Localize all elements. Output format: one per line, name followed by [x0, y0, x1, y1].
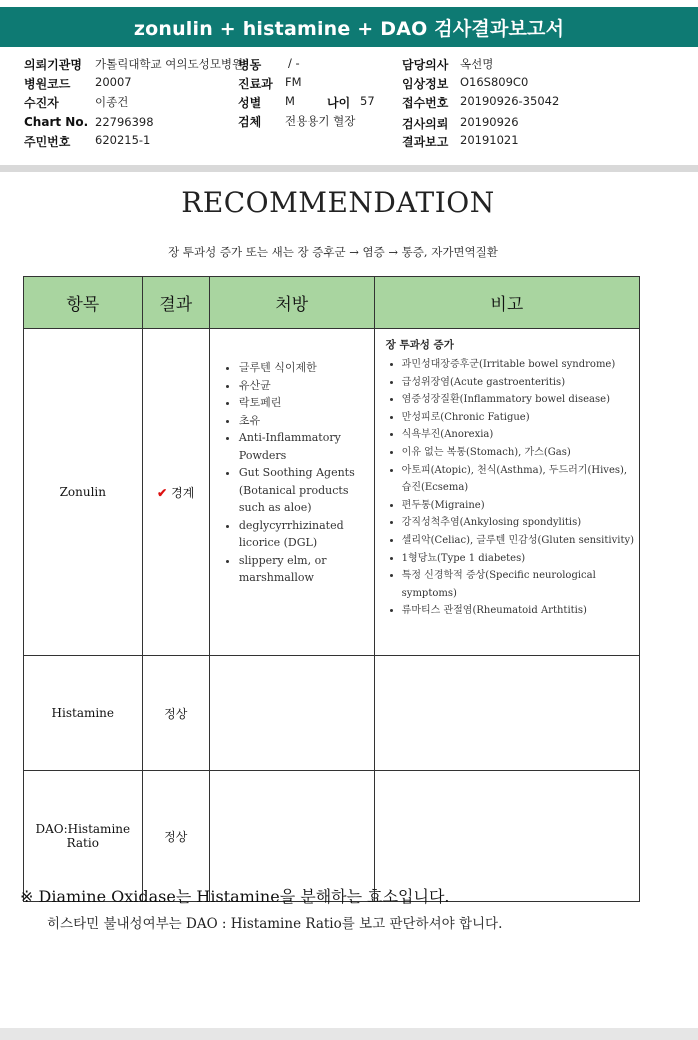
institution-value: 가톨릭대학교 여의도성모병원: [95, 57, 244, 71]
row-notes: [374, 771, 639, 902]
footnote-line-1: ※ Diamine Oxidase는 Histamine을 분해하는 효소입니다.: [20, 887, 450, 906]
chart-no-label: Chart No.: [24, 115, 89, 129]
age-label: 나이: [327, 96, 351, 110]
footnote-line-2: 히스타민 불내성여부는 DAO : Histamine Ratio를 보고 판단하셔야 합니다.: [47, 916, 503, 932]
age-value: 57: [360, 94, 375, 108]
header-prescription: 처방: [209, 277, 374, 329]
sex-value: M: [285, 94, 295, 108]
patient-info: [0, 47, 698, 165]
list-item: • 락토페린: [239, 394, 373, 412]
id-no-label: 주민번호: [24, 135, 71, 149]
row-prescription: [209, 329, 374, 656]
recommendation-subheading: 장 투과성 증가 또는 새는 장 증후군 → 염증 → 통증, 자가면역질환: [168, 245, 498, 259]
list-item: • Anti-Inflammatory Powders: [239, 429, 373, 464]
list-item: • 아토피(Atopic), 천식(Asthma), 두드러기(Hives), 습진(Ecsema): [402, 462, 638, 497]
notes-list: [376, 356, 638, 620]
list-item: • 과민성대장증후군(Irritable bowel syndrome): [402, 356, 638, 374]
specimen-label: 검체: [238, 115, 262, 129]
list-item: • Gut Soothing Agents (Botanical products such as aloe): [239, 464, 373, 517]
page-bottom-bar: [0, 1028, 698, 1040]
list-item: • 급성위장염(Acute gastroenteritis): [402, 374, 638, 392]
header-result: 결과: [142, 277, 209, 329]
prescription-list: [211, 359, 373, 587]
request-date-value: 20190926: [460, 115, 519, 129]
row-result: 정상: [142, 771, 209, 902]
list-item: • deglycyrrhizinated licorice (DGL): [239, 517, 373, 552]
list-item: • 유산균: [239, 377, 373, 395]
row-result: [142, 329, 209, 656]
ward-label: 병동: [238, 58, 262, 72]
list-item: • 1형당뇨(Type 1 diabetes): [402, 550, 638, 568]
sex-label: 성별: [238, 96, 262, 110]
ward-value: / -: [288, 56, 300, 70]
report-date-label: 결과보고: [402, 135, 449, 149]
doctor-value: 옥선명: [460, 57, 494, 71]
receipt-no-label: 접수번호: [402, 96, 449, 110]
notes-title: 장 투과성 증가: [385, 339, 454, 351]
clinical-info-value: O16S809C0: [460, 75, 529, 89]
doctor-label: 담당의사: [402, 58, 449, 72]
list-item: • 편두통(Migraine): [402, 497, 638, 515]
table-header-row: [24, 277, 640, 329]
header-item: 항목: [24, 277, 143, 329]
row-item: DAO:Histamine Ratio: [24, 771, 143, 902]
examinee-value: 이종건: [95, 95, 129, 109]
id-no-value: 620215-1: [95, 133, 151, 147]
row-item: Histamine: [24, 656, 143, 771]
table-row: [24, 656, 640, 771]
examinee-label: 수진자: [24, 96, 59, 110]
dept-value: FM: [285, 75, 302, 89]
report-date-value: 20191021: [460, 133, 519, 147]
list-item: • 염증성장질환(Inflammatory bowel disease): [402, 391, 638, 409]
table-row: [24, 771, 640, 902]
row-prescription: [209, 771, 374, 902]
check-icon: ✔: [157, 485, 168, 500]
hospital-code-label: 병원코드: [24, 77, 71, 91]
row-prescription: [209, 656, 374, 771]
row-notes: [374, 656, 639, 771]
header-notes: 비고: [374, 277, 639, 329]
clinical-info-label: 임상정보: [402, 77, 449, 91]
dept-label: 진료과: [238, 77, 273, 91]
list-item: • 류마티스 관절염(Rheumatoid Arthtitis): [402, 602, 638, 620]
list-item: • 이유 없는 복통(Stomach), 가스(Gas): [402, 444, 638, 462]
row-result-text: 경계: [171, 485, 195, 500]
list-item: • 셀리악(Celiac), 글루텐 민감성(Gluten sensitivity): [402, 532, 638, 550]
receipt-no-value: 20190926-35042: [460, 94, 560, 108]
recommendation-table: [23, 276, 640, 902]
list-item: • 특정 신경학적 증상(Specific neurological symptoms): [402, 567, 638, 602]
list-item: • 초유: [239, 412, 373, 430]
list-item: • 강직성척추염(Ankylosing spondylitis): [402, 514, 638, 532]
institution-label: 의뢰기관명: [24, 58, 82, 72]
list-item: • 식욕부진(Anorexia): [402, 426, 638, 444]
list-item: • slippery elm, or marshmallow: [239, 552, 373, 587]
row-item: Zonulin: [24, 329, 143, 656]
row-notes: [374, 329, 639, 656]
row-result: 정상: [142, 656, 209, 771]
hospital-code-value: 20007: [95, 75, 132, 89]
chart-no-value: 22796398: [95, 115, 154, 129]
table-row: [24, 329, 640, 656]
request-date-label: 검사의뢰: [402, 117, 449, 131]
specimen-value: 전용용기 혈장: [285, 114, 356, 128]
section-divider: [0, 165, 698, 172]
list-item: • 글루텐 식이제한: [239, 359, 373, 377]
list-item: • 만성피로(Chronic Fatigue): [402, 409, 638, 427]
recommendation-heading: RECOMMENDATION: [181, 186, 495, 219]
report-title: zonulin + histamine + DAO 검사결과보고서: [0, 7, 698, 47]
